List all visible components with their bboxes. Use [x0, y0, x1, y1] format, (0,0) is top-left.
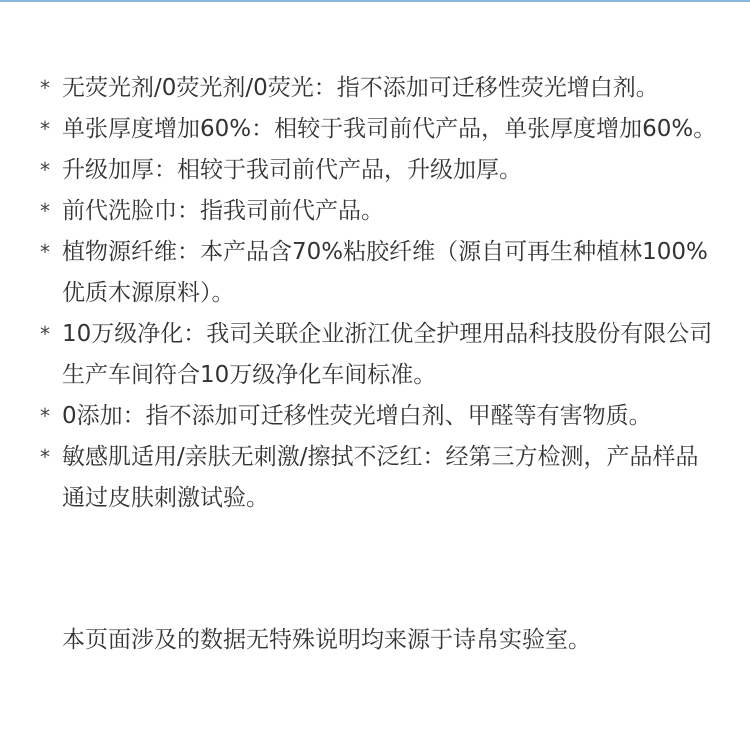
disclaimer-item [40, 109, 720, 150]
asterisk-marker: * [40, 445, 50, 469]
disclaimer-item [40, 150, 720, 191]
disclaimer-item [40, 396, 720, 437]
asterisk-marker: * [40, 158, 50, 182]
disclaimer-text: 植物源纤维：本产品含70%粘胶纤维（源自可再生种植林100%优质木源原料）。 [62, 239, 708, 306]
disclaimer-item [40, 437, 720, 519]
disclaimer-item [40, 232, 720, 314]
disclaimer-text: 升级加厚：相较于我司前代产品，升级加厚。 [62, 157, 522, 183]
asterisk-marker: * [40, 240, 50, 264]
disclaimer-text: 0添加：指不添加可迁移性荧光增白剂、甲醛等有害物质。 [62, 403, 652, 429]
asterisk-marker: * [40, 404, 50, 428]
disclaimer-item [40, 191, 720, 232]
disclaimer-item [40, 68, 720, 109]
disclaimer-text: 无荧光剂/0荧光剂/0荧光：指不添加可迁移性荧光增白剂。 [62, 75, 659, 101]
asterisk-marker: * [40, 76, 50, 100]
asterisk-marker: * [40, 117, 50, 141]
disclaimer-item [40, 314, 720, 396]
disclaimer-text: 前代洗脸巾：指我司前代产品。 [62, 198, 384, 224]
asterisk-marker: * [40, 199, 50, 223]
top-divider [0, 0, 750, 2]
disclaimer-text: 10万级净化：我司关联企业浙江优全护理用品科技股份有限公司生产车间符合10万级净化车间标准。 [62, 321, 713, 388]
disclaimer-text: 敏感肌适用/亲肤无刺激/擦拭不泛红：经第三方检测，产品样品通过皮肤刺激试验。 [62, 444, 699, 511]
disclaimer-list [40, 68, 720, 519]
disclaimer-text: 单张厚度增加60%：相较于我司前代产品，单张厚度增加60%。 [62, 116, 717, 142]
asterisk-marker: * [40, 322, 50, 346]
data-source-note: 本页面涉及的数据无特殊说明均来源于诗帛实验室。 [62, 627, 591, 653]
